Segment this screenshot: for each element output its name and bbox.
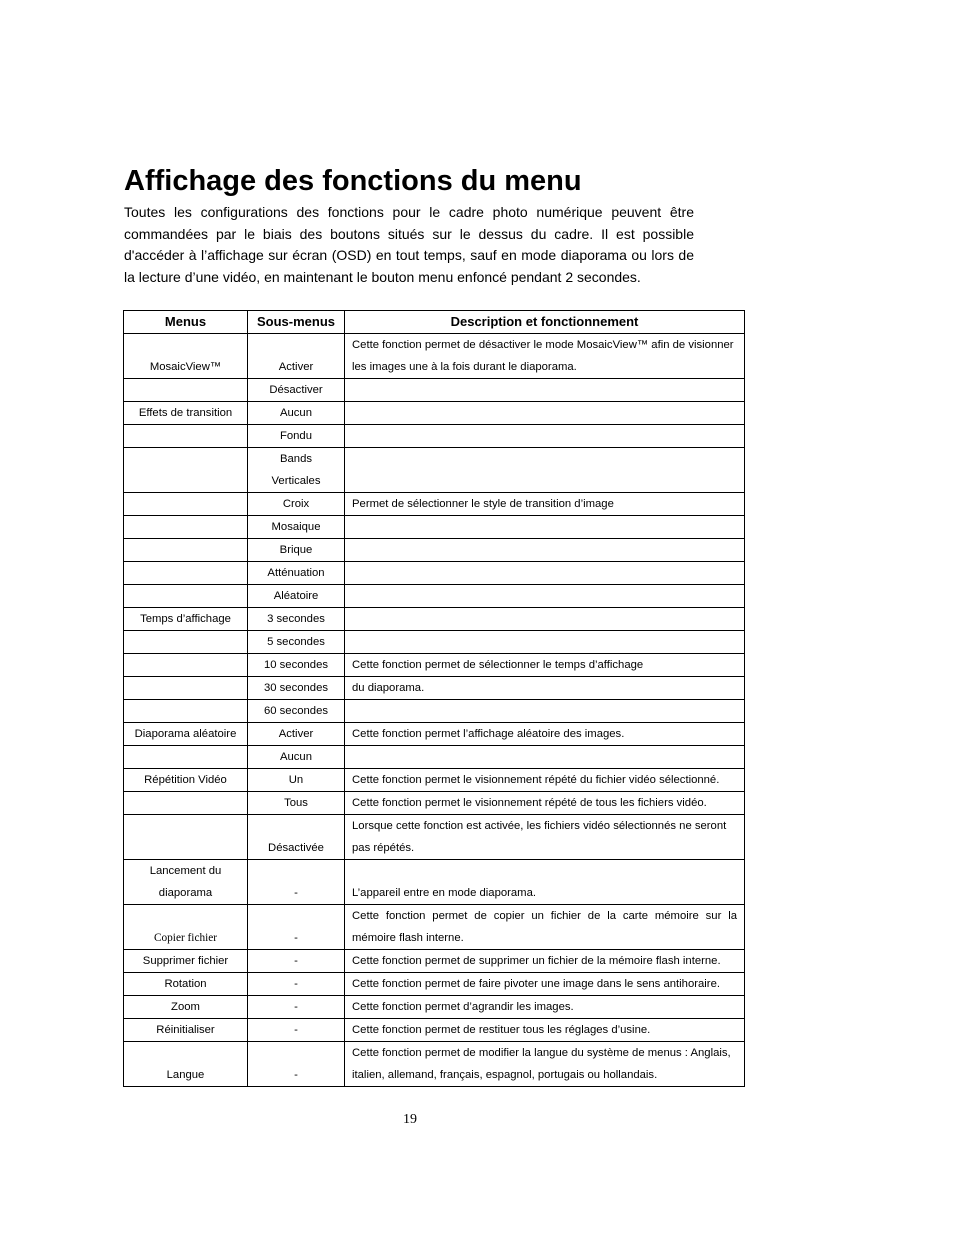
menu-cell: Langue: [124, 1042, 248, 1087]
sub-menu-cell: 60 secondes: [248, 700, 345, 723]
sub-menu-cell: 5 secondes: [248, 631, 345, 654]
menu-cell: Effets de transition: [124, 402, 248, 425]
menu-cell: Diaporama aléatoire: [124, 723, 248, 746]
table-row: [124, 539, 745, 562]
menu-cell: Temps d’affichage: [124, 608, 248, 631]
sub-menu-cell: Fondu: [248, 425, 345, 448]
menu-cell: Rotation: [124, 973, 248, 996]
description-cell: [345, 448, 745, 493]
description-cell: Cette fonction permet le visionnement répété du fichier vidéo sélectionné.: [345, 769, 745, 792]
description-cell: [345, 539, 745, 562]
menu-cell: Répétition Vidéo: [124, 769, 248, 792]
description-cell: Cette fonction permet de faire pivoter une image dans le sens antihoraire.: [345, 973, 745, 996]
menu-cell: [124, 792, 248, 815]
table-row: [124, 654, 745, 677]
description-cell: du diaporama.: [345, 677, 745, 700]
description-cell: Cette fonction permet le visionnement répété de tous les fichiers vidéo.: [345, 792, 745, 815]
sub-menu-cell: Désactivée: [248, 815, 345, 860]
sub-menu-cell: -: [248, 973, 345, 996]
menu-cell: [124, 562, 248, 585]
menu-cell: [124, 746, 248, 769]
table-row: [124, 1042, 745, 1087]
description-cell: [345, 402, 745, 425]
sub-menu-cell: Aucun: [248, 402, 345, 425]
description-cell: [345, 700, 745, 723]
description-cell: [345, 631, 745, 654]
description-cell: Cette fonction permet de supprimer un fichier de la mémoire flash interne.: [345, 950, 745, 973]
sub-menu-cell: -: [248, 996, 345, 1019]
description-cell: [345, 379, 745, 402]
table-row: [124, 425, 745, 448]
description-cell: Cette fonction permet de restituer tous les réglages d’usine.: [345, 1019, 745, 1042]
table-row: [124, 769, 745, 792]
table-row: [124, 950, 745, 973]
sub-menu-cell: Mosaique: [248, 516, 345, 539]
intro-paragraph: Toutes les configurations des fonctions pour le cadre photo numérique peuvent être commandées par le biais des boutons situés sur le dessus du cadre. Il est possible d'accéder à l’affichage sur écran (OSD) en tout temps, sauf en mode diaporama ou lors de la lecture d’une vidéo, en maintenant le bouton menu enfoncé pendant 2 secondes.: [124, 204, 694, 286]
table-body: [124, 334, 745, 1087]
table-row: [124, 402, 745, 425]
menu-cell: Copier fichier: [124, 905, 248, 950]
sub-menu-cell: Activer: [248, 723, 345, 746]
table-row: [124, 493, 745, 516]
sub-menu-cell: -: [248, 905, 345, 950]
description-cell: Cette fonction permet d’agrandir les images.: [345, 996, 745, 1019]
table-row: [124, 815, 745, 860]
table-row: [124, 1019, 745, 1042]
sub-menu-cell: Brique: [248, 539, 345, 562]
sub-menu-cell: Croix: [248, 493, 345, 516]
header-description: Description et fonctionnement: [345, 311, 745, 334]
menu-cell: [124, 516, 248, 539]
table-row: [124, 334, 745, 379]
page-title: Affichage des fonctions du menu: [124, 165, 582, 197]
table-row: [124, 608, 745, 631]
table-row: [124, 677, 745, 700]
description-cell: Permet de sélectionner le style de transition d’image: [345, 493, 745, 516]
description-cell: [345, 425, 745, 448]
header-sub-menus: Sous-menus: [248, 311, 345, 334]
description-cell: Cette fonction permet de sélectionner le temps d’affichage: [345, 654, 745, 677]
sub-menu-cell: -: [248, 950, 345, 973]
sub-menu-cell: 10 secondes: [248, 654, 345, 677]
description-cell: [345, 608, 745, 631]
description-cell: Cette fonction permet l’affichage aléatoire des images.: [345, 723, 745, 746]
table-row: [124, 585, 745, 608]
description-cell: [345, 746, 745, 769]
menu-cell: [124, 654, 248, 677]
description-cell: [345, 516, 745, 539]
table-header-row: [124, 311, 745, 334]
sub-menu-cell: -: [248, 1042, 345, 1087]
menu-cell: [124, 677, 248, 700]
table-row: [124, 448, 745, 493]
sub-menu-cell: 3 secondes: [248, 608, 345, 631]
table-row: [124, 746, 745, 769]
table-row: [124, 723, 745, 746]
menu-cell: [124, 539, 248, 562]
sub-menu-cell: -: [248, 860, 345, 905]
sub-menu-cell: Aléatoire: [248, 585, 345, 608]
menu-cell: [124, 493, 248, 516]
menu-cell: [124, 379, 248, 402]
menu-cell: MosaicView™: [124, 334, 248, 379]
table-row: [124, 973, 745, 996]
sub-menu-cell: Atténuation: [248, 562, 345, 585]
menu-functions-table: [123, 310, 745, 1087]
description-cell: Lorsque cette fonction est activée, les fichiers vidéo sélectionnés ne seront pas répétés.: [345, 815, 745, 860]
sub-menu-cell: Aucun: [248, 746, 345, 769]
sub-menu-cell: 30 secondes: [248, 677, 345, 700]
menu-cell: Zoom: [124, 996, 248, 1019]
menu-cell: [124, 425, 248, 448]
sub-menu-cell: -: [248, 1019, 345, 1042]
description-cell: [345, 585, 745, 608]
menu-cell: [124, 448, 248, 493]
table-row: [124, 860, 745, 905]
description-cell: Cette fonction permet de désactiver le mode MosaicView™ afin de visionner les images une à la fois durant le diaporama.: [345, 334, 745, 379]
menu-cell: Lancement du diaporama: [124, 860, 248, 905]
table-row: [124, 996, 745, 1019]
page-number: 19: [403, 1112, 417, 1127]
menu-cell: [124, 631, 248, 654]
table-row: [124, 905, 745, 950]
menu-cell: [124, 585, 248, 608]
table-row: [124, 631, 745, 654]
header-menus: Menus: [124, 311, 248, 334]
table-row: [124, 516, 745, 539]
menu-cell: Réinitialiser: [124, 1019, 248, 1042]
description-cell: Cette fonction permet de copier un fichier de la carte mémoire sur la mémoire flash interne.: [345, 905, 745, 950]
menu-cell: Supprimer fichier: [124, 950, 248, 973]
description-cell: L’appareil entre en mode diaporama.: [345, 860, 745, 905]
sub-menu-cell: Activer: [248, 334, 345, 379]
table-row: [124, 379, 745, 402]
table-row: [124, 792, 745, 815]
description-cell: Cette fonction permet de modifier la langue du système de menus : Anglais, italien, allemand, français, espagnol, portugais ou hollandais.: [345, 1042, 745, 1087]
sub-menu-cell: Tous: [248, 792, 345, 815]
description-cell: [345, 562, 745, 585]
menu-cell: [124, 815, 248, 860]
table-row: [124, 562, 745, 585]
sub-menu-cell: Un: [248, 769, 345, 792]
menu-cell: [124, 700, 248, 723]
table-row: [124, 700, 745, 723]
sub-menu-cell: Désactiver: [248, 379, 345, 402]
sub-menu-cell: Bands Verticales: [248, 448, 345, 493]
